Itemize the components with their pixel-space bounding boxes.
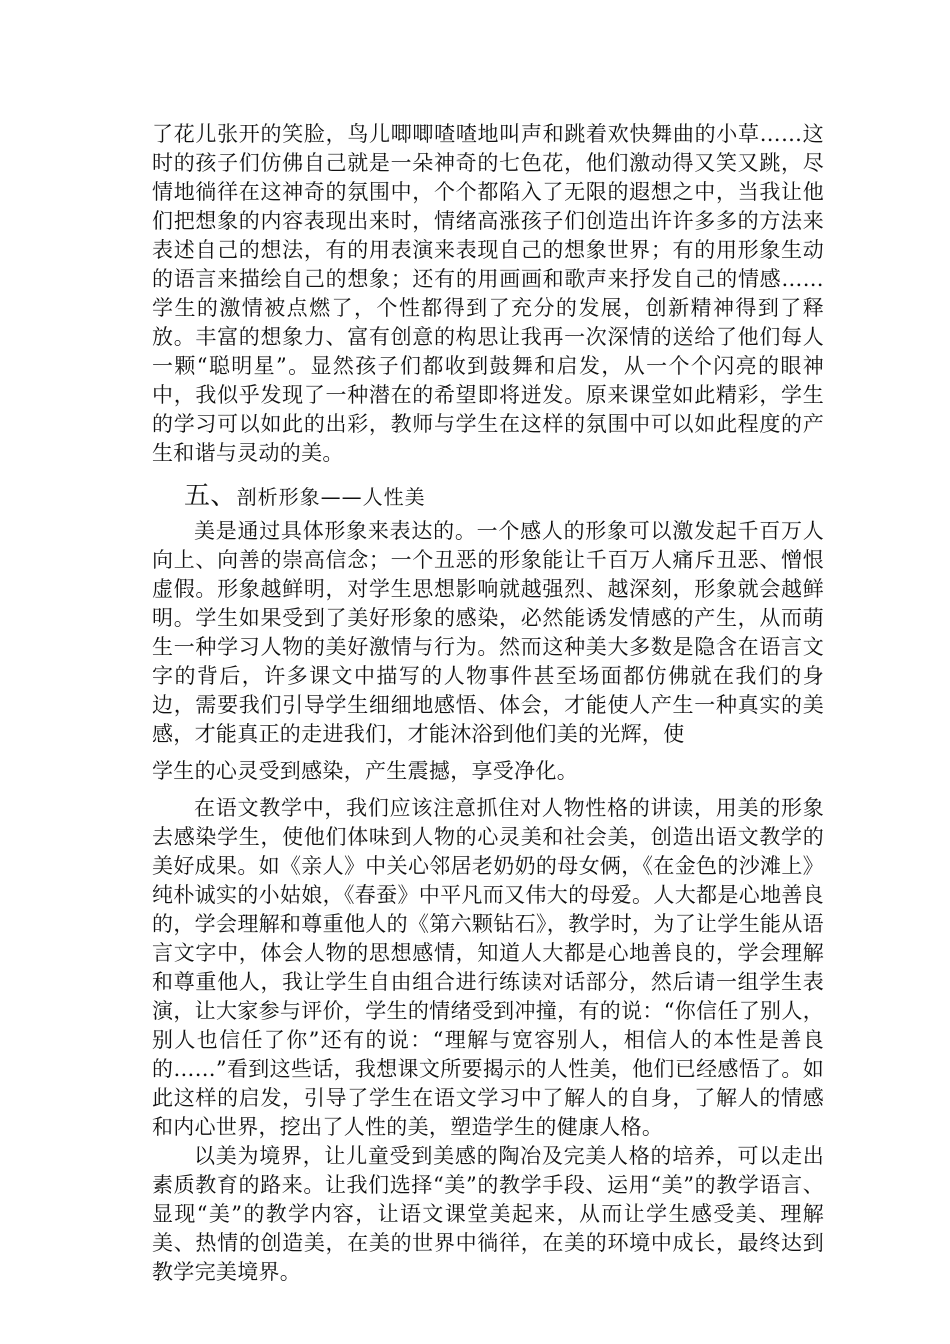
section-heading: [152, 478, 824, 515]
paragraph-continuation: 了花儿张开的笑脸，鸟儿唧唧喳喳地叫声和跳着欢快舞曲的小草……这时的孩子们仿佛自己就是一朵神奇的七色花，他们激动得又笑又跳，尽情地徜徉在这神奇的氛围中，个个都陷入了无限的遐想之中，当我让他们把想象的内容表现出来时，情绪高涨孩子们创造出许许多多的方法来表述自己的想法，有的用表演来表现自己的想象世界；有的用形象生动的语言来描绘自己的想象；还有的用画画和歌声来抒发自己的情感……学生的激情被点燃了，个性都得到了充分的发展，创新精神得到了释放。丰富的想象力、富有创意的构思让我再一次深情的送给了他们每人一颗“聪明星”。显然孩子们都收到鼓舞和启发，从一个个闪亮的眼神中，我似乎发现了一种潜在的希望即将迸发。原来课堂如此精彩，学生的学习可以如此的出彩，教师与学生在这样的氛围中可以如此程度的产生和谐与灵动的美。: [152, 122, 824, 465]
paragraph-teaching-example: 在语文教学中，我们应该注意抓住对人物性格的讲读，用美的形象去感染学生，使他们体味到人物的心灵美和社会美，创造出语文教学的美好成果。如《亲人》中关心邻居老奶奶的母女俩，《在金色的沙滩上》纯朴诚实的小姑娘，《春蚕》中平凡而又伟大的母爱。人大都是心地善良的，学会理解和尊重他人的《第六颗钻石》，教学时，为了让学生能从语言文字中，体会人物的思想感情，知道人大都是心地善良的，学会理解和尊重他人，我让学生自由组合进行练读对话部分，然后请一组学生表演，让大家参与评价，学生的情绪受到冲撞，有的说：“你信任了别人，别人也信任了你”还有的说：“理解与宽容别人，相信人的本性是善良的……”看到这些话，我想课文所要揭示的人性美，他们已经感悟了。如此这样的启发，引导了学生在语文学习中了解人的自身，了解人的情感和内心世界，挖出了人性的美，塑造学生的健康人格。: [152, 796, 824, 1139]
paragraph-conclusion: 以美为境界，让儿童受到美感的陶冶及完美人格的培养，可以走出素质教育的路来。让我们选择“美”的教学手段、运用“美”的教学语言、显现“美”的教学内容，让语文课堂美起来，从而让学生感受美、理解美、热情的创造美，在美的世界中徜徉，在美的环境中成长，最终达到教学完美境界。: [152, 1144, 824, 1284]
paragraph-image-beauty: 美是通过具体形象来表达的。一个感人的形象可以激发起千百万人向上、向善的崇高信念；一个丑恶的形象能让千百万人痛斥丑恶、憎恨虚假。形象越鲜明，对学生思想影响就越强烈、越深刻，形象就会越鲜明。学生如果受到了美好形象的感染，必然能诱发情感的产生，从而萌生一种学习人物的美好激情与行为。然而这种美大多数是隐含在语言文字的背后，许多课文中描写的人物事件甚至场面都仿佛就在我们的身边，需要我们引导学生细细地感悟、体会，才能使人产生一种真实的美感，才能真正的走进我们，才能沐浴到他们美的光辉，使: [152, 519, 824, 746]
section-title: 剖析形象——人性美: [236, 485, 426, 509]
section-number: 五、: [184, 481, 237, 511]
paragraph-image-beauty-tail: 学生的心灵受到感染，产生震撼，享受净化。: [152, 759, 578, 783]
document-page: [152, 120, 824, 1287]
